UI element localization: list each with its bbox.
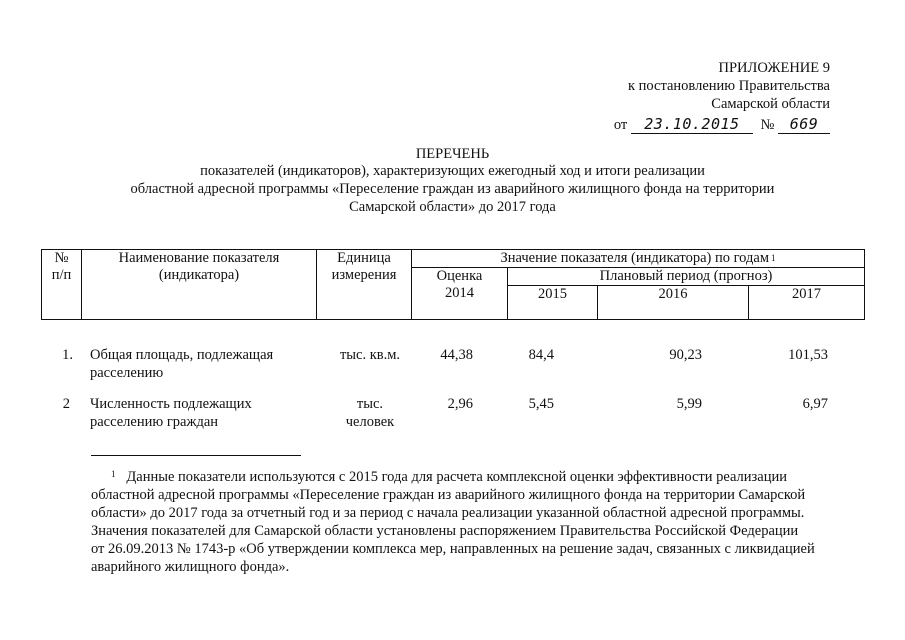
row-value-2016: 90,23 <box>669 347 702 363</box>
header-plan-group: Плановый период (прогноз) <box>508 268 865 286</box>
row-value-2017: 6,97 <box>802 396 828 412</box>
header-year-2015: 2015 <box>508 286 598 320</box>
footnote-line: области» до 2017 года за отчетный год и за период с начала реализации указанной областной адресной программы. <box>91 505 805 521</box>
header-num: № п/п <box>42 250 82 320</box>
header-year-2016: 2016 <box>598 286 749 320</box>
date-prefix: от <box>613 117 628 133</box>
footnote-line: областной адресной программы «Переселение граждан из аварийного жилищного фонда на территории Самарской <box>91 487 806 503</box>
document-subtitle <box>0 162 905 216</box>
row-value-2015: 5,45 <box>528 396 554 412</box>
row-number: 2 <box>62 396 70 412</box>
annex-title: ПРИЛОЖЕНИЕ 9 <box>718 60 830 76</box>
number-prefix: № <box>760 117 775 133</box>
row-unit: тыс. человек <box>345 396 395 430</box>
row-value-2015: 84,4 <box>528 347 554 363</box>
footnote-line: от 26.09.2013 № 1743-р «Об утверждении комплекса мер, направленных на решение задач, связанных с ликвидацией <box>91 541 815 557</box>
handwritten-date: 23.10.2015 <box>631 115 753 134</box>
row-value-2017: 101,53 <box>788 347 828 363</box>
row-name: Общая площадь, подлежащая расселению <box>90 347 274 381</box>
subtitle-line: Самарской области» до 2017 года <box>349 199 556 215</box>
indicators-table-header <box>41 249 865 320</box>
footnote <box>91 468 828 576</box>
row-number: 1. <box>62 347 73 363</box>
row-value-2016: 5,99 <box>676 396 702 412</box>
header-estimate: Оценка 2014 <box>412 268 508 320</box>
row-value-2014: 44,38 <box>440 347 473 363</box>
annex-region-line: Самарской области <box>711 96 830 112</box>
row-unit: тыс. кв.м. <box>339 347 401 363</box>
header-name: Наименование показателя (индикатора) <box>82 250 317 320</box>
annex-block <box>560 59 830 134</box>
row-value-2014: 2,96 <box>447 396 473 412</box>
footnote-line: Значения показателей для Самарской области установлены распоряжением Правительства Российской Федерации <box>91 523 799 539</box>
annex-date-number-line <box>560 115 830 134</box>
header-unit: Единица измерения <box>317 250 412 320</box>
header-values-group: Значение показателя (индикатора) по годам $^1$ <box>412 250 865 268</box>
document-title: ПЕРЕЧЕНЬ <box>415 146 490 162</box>
footnote-ref: 1 <box>771 253 776 263</box>
row-name: Численность подлежащих расселению граждан <box>90 396 252 430</box>
subtitle-line: показателей (индикаторов), характеризующих ежегодный ход и итоги реализации <box>200 163 705 179</box>
subtitle-line: областной адресной программы «Переселение граждан из аварийного жилищного фонда на территории <box>130 181 775 197</box>
footnote-line: Данные показатели используются с 2015 года для расчета комплексной оценки эффективности реализации <box>126 469 787 485</box>
header-year-2017: 2017 <box>749 286 865 320</box>
annex-resolution-line: к постановлению Правительства <box>628 78 830 94</box>
footnote-line: аварийного жилищного фонда». <box>91 559 290 575</box>
handwritten-number: 669 <box>778 115 830 134</box>
footnote-separator <box>91 455 301 456</box>
footnote-marker: 1 <box>111 469 116 479</box>
